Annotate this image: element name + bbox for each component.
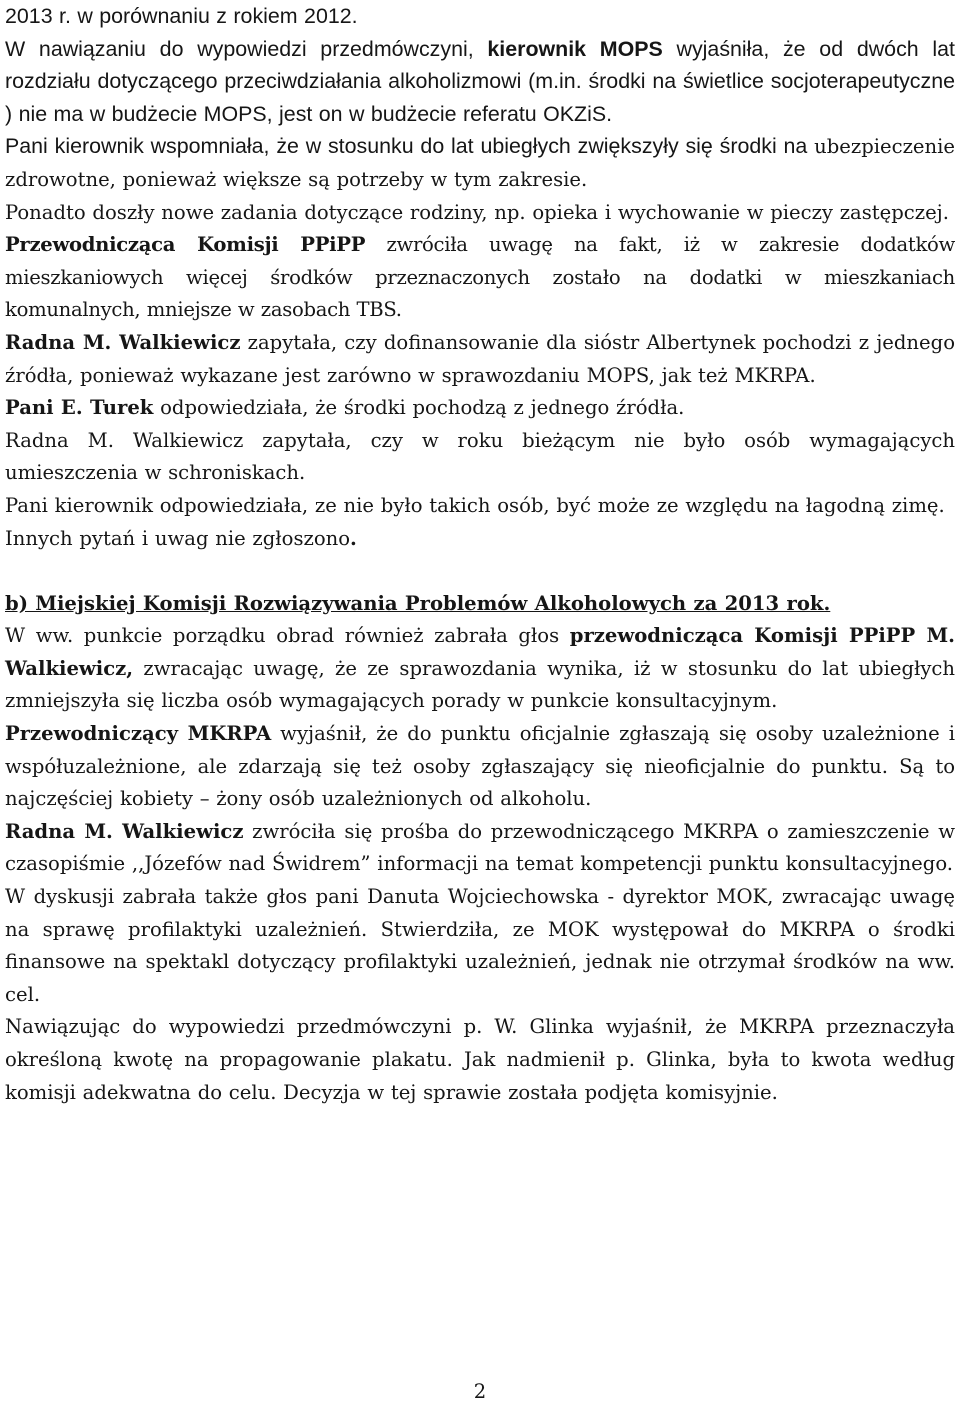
paragraph-text: Radna M. Walkiewicz zapytała, czy w roku bieżącym nie było osób wymagających umieszczenia w schroniskach. [5, 428, 955, 485]
paragraph-text: 2013 r. w porównaniu z rokiem 2012. [5, 4, 358, 28]
paragraph-text: ubezpieczenie zdrowotne, ponieważ większe są potrzeby w tym zakresie. [5, 135, 955, 191]
paragraph-text: wyjaśniła, że od dwóch lat rozdziału dotyczącego przeciwdziałania alkoholizmowi (m.in. środki na świetlice socjoterapeutyczne ) nie ma w budżecie MOPS, jest on w budżecie referatu OKZiS. [5, 36, 955, 126]
speaker-name: Radna M. Walkiewicz [5, 330, 241, 354]
paragraph-text: Nawiązując do wypowiedzi przedmówczyni p. W. Glinka wyjaśnił, że MKRPA przeznaczyła określoną kwotę na propagowanie plakatu. Jak nadmienił p. Glinka, była to kwota według komisji adekwatna do celu. Decyzja w tej sprawie została podjęta komisyjnie. [5, 1015, 955, 1104]
paragraph-year-comparison [5, 0, 955, 33]
speaker-name: Pani E. Turek [5, 396, 154, 420]
paragraph-text: W dyskusji zabrała także głos pani Danuta Wojciechowska - dyrektor MOK, zwracając uwagę na sprawę profilaktyki uzależnień. Stwierdziła, ze MOK występował do MKRPA o środki finansowe na spektakl dotyczący profilaktyki uzależnień, jednak nie otrzymał środków na ww. cel. [5, 885, 955, 1006]
speaker-name: kierownik MOPS [487, 36, 663, 61]
paragraph-new-tasks [5, 197, 955, 230]
paragraph-text: W ww. punkcie porządku obrad również zabrała głos [5, 624, 570, 648]
paragraph-text: Pani kierownik odpowiedziała, ze nie było takich osób, być może ze względu na łagodną zimę. [5, 493, 945, 517]
paragraph-ppipp-chair-remark [5, 229, 955, 327]
paragraph-shelter-question [5, 425, 955, 490]
speaker-name: Przewodniczący MKRPA [5, 722, 272, 746]
paragraph-turek-answer [5, 392, 955, 425]
paragraph-ppipp-chair-remark-2 [5, 620, 955, 718]
paragraph-mops-manager-explanation [5, 33, 955, 131]
speaker-name: Radna M. Walkiewicz [5, 819, 244, 843]
paragraph-period: . [350, 526, 357, 550]
section-heading-text: b) Miejskiej Komisji Rozwiązywania Problemów Alkoholowych za 2013 rok. [5, 591, 831, 615]
speaker-name: Przewodnicząca Komisji PPiPP [5, 233, 366, 257]
speaker-name: przewodnicząca Komisji PPiPP M. Walkiewicz, [5, 624, 955, 680]
paragraph-walkiewicz-question [5, 327, 955, 392]
paragraph-text: W nawiązaniu do wypowiedzi przedmówczyni, [5, 36, 488, 61]
page-number: 2 [473, 1380, 487, 1403]
paragraph-mok-director-remark [5, 881, 955, 1011]
paragraph-text: zapytała, czy dofinansowanie dla sióstr Albertynek pochodzi z jednego źródła, ponieważ wykazane jest zarówno w sprawozdaniu MOPS, jak też MKRPA. [5, 330, 955, 387]
paragraph-text: wyjaśnił, że do punktu oficjalnie zgłaszają się osoby uzależnione i współuzależnione, ale zdarzają się też osoby zgłaszający się nieoficjalnie do punktu. Są to najczęściej kobiety – żony osób uzależnionych od alkoholu. [5, 722, 955, 811]
paragraph-walkiewicz-request [5, 816, 955, 881]
section-heading [5, 588, 955, 621]
paragraph-mkrpa-chair-explanation [5, 718, 955, 816]
paragraph-text: Innych pytań i uwag nie zgłoszono [5, 526, 351, 550]
paragraph-text: odpowiedziała, że środki pochodzą z jednego źródła. [153, 396, 685, 420]
paragraph-text: zwróciła uwagę na fakt, iż w zakresie dodatków mieszkaniowych więcej środków przeznaczonych zostało na dodatki w mieszkaniach komunalnych, mniejsze w zasobach TBS. [5, 233, 955, 322]
paragraph-shelter-answer [5, 490, 955, 523]
paragraph-text: zwracając uwagę, że ze sprawozdania wynika, iż w stosunku do lat ubiegłych zmniejszyła się liczba osób wymagających porady w punkcie konsultacyjnym. [5, 656, 955, 713]
paragraph-text: Ponadto doszły nowe zadania dotyczące rodziny, np. opieka i wychowanie w pieczy zastępczej. [5, 200, 949, 224]
paragraph-no-further-questions [5, 523, 955, 556]
paragraph-text: zwróciła się prośba do przewodniczącego MKRPA o zamieszczenie w czasopiśmie ,,Józefów nad Świdrem” informacji na temat kompetencji punktu konsultacyjnego. [5, 819, 955, 876]
document-page [5, 0, 955, 1109]
paragraph-health-insurance [5, 130, 955, 196]
paragraph-glinka-explanation [5, 1011, 955, 1109]
paragraph-text: Pani kierownik wspomniała, że w stosunku do lat ubiegłych zwiększyły się środki na [5, 134, 815, 159]
